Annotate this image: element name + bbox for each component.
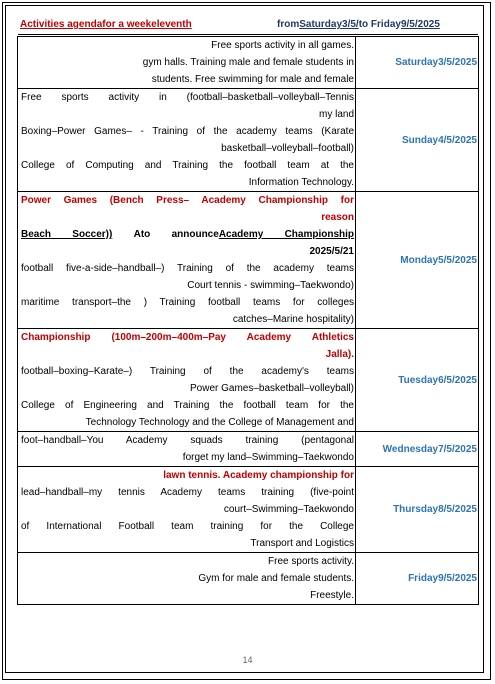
header-divider — [18, 34, 478, 35]
activity-line: Free sports activity in all games. — [211, 40, 354, 51]
activity-cell — [18, 432, 356, 467]
activity-line: students. Free swimming for male and female — [151, 74, 354, 85]
agenda-table — [17, 36, 479, 605]
activity-cell — [18, 467, 356, 553]
table-row-wednesday — [18, 432, 479, 467]
day-cell: Tuesday6/5/2025 — [356, 329, 479, 432]
activity-line: lead–handball–my tennis Academy teams training (five-point — [21, 487, 354, 498]
activity-line: foot–handball–You Academy squads training (pentagonal — [21, 435, 354, 446]
activity-line: Free sports activity in (football–basketball–volleyball–Tennis — [21, 92, 354, 103]
date-range — [277, 19, 440, 30]
activity-line: lawn tennis. Academy championship for — [163, 470, 354, 481]
date-range-end: 9/5/2025 — [400, 19, 440, 30]
date-range-to: to Friday — [358, 19, 401, 30]
activity-cell — [18, 192, 356, 329]
activity-line: football–boxing–Karate–) Training of the academy's teams — [21, 366, 354, 377]
activity-line: reason — [321, 212, 354, 223]
activity-line: Free sports activity. — [268, 556, 354, 567]
date-range-start: Saturday3/5/ — [299, 19, 359, 30]
page-number: 14 — [242, 655, 253, 665]
activity-line: basketball–volleyball–football) — [221, 143, 354, 154]
day-cell: Sunday4/5/2025 — [356, 89, 479, 192]
activity-line: College of Engineering and Training the football team for the — [21, 400, 354, 411]
activity-line: Freestyle. — [310, 590, 354, 601]
activity-line: Transport and Logistics — [250, 538, 354, 549]
activity-line: 2025/5/21 — [309, 246, 354, 257]
activity-line: maritime transport–the ) Training football teams for colleges — [21, 297, 354, 308]
day-cell: Wednesday7/5/2025 — [356, 432, 479, 467]
activity-line: Jalla). — [325, 349, 354, 360]
activity-cell — [18, 329, 356, 432]
activity-cell — [18, 37, 356, 89]
day-cell: Friday9/5/2025 — [356, 553, 479, 605]
table-row-thursday — [18, 467, 479, 553]
agenda-title: Activities agendafor a weekeleventh — [20, 19, 192, 30]
table-row-monday — [18, 192, 479, 329]
table-row-tuesday — [18, 329, 479, 432]
activity-line: catches–Marine hospitality) — [232, 314, 354, 325]
activity-line: Boxing–Power Games– - Training of the academy teams (Karate — [21, 126, 354, 137]
day-cell: Monday5/5/2025 — [356, 192, 479, 329]
announce-text: Ato announce — [133, 229, 219, 240]
activity-line: court–Swimming–Taekwondo — [223, 504, 354, 515]
activity-line: Power Games (Bench Press– Academy Championship for — [21, 195, 354, 206]
activity-line: Championship (100m–200m–400m–Pay Academy Athletics — [21, 332, 354, 343]
activity-line: forget my land–Swimming–Taekwondo — [182, 452, 354, 463]
academy-championship-text: Academy Championship — [218, 229, 355, 240]
activity-cell — [18, 89, 356, 192]
activity-line: gym halls. Training male and female students in — [142, 57, 354, 68]
activity-line: football five-a-side–handball–) Training of the academy teams — [21, 263, 354, 274]
activity-line: of International Football team training for the College — [21, 521, 354, 532]
table-row-friday — [18, 553, 479, 605]
activity-line: Power Games–basketball–volleyball) — [190, 383, 354, 394]
activity-line: Technology Technology and the College of Management and — [85, 417, 354, 428]
activity-line: my land — [318, 109, 354, 120]
day-cell: Thursday8/5/2025 — [356, 467, 479, 553]
agenda-header — [18, 17, 478, 33]
activity-line — [21, 226, 354, 243]
date-range-prefix: from — [277, 19, 300, 30]
activity-cell — [18, 553, 356, 605]
table-row-saturday — [18, 37, 479, 89]
beach-soccer-text: Beach Soccer)) — [21, 229, 113, 240]
activity-line: Gym for male and female students. — [198, 573, 354, 584]
activity-line: Court tennis - swimming–Taekwondo) — [187, 280, 354, 291]
activity-line: Information Technology. — [248, 177, 354, 188]
activity-line: College of Computing and Training the football team at the — [21, 160, 354, 171]
day-cell: Saturday3/5/2025 — [356, 37, 479, 89]
table-row-sunday — [18, 89, 479, 192]
